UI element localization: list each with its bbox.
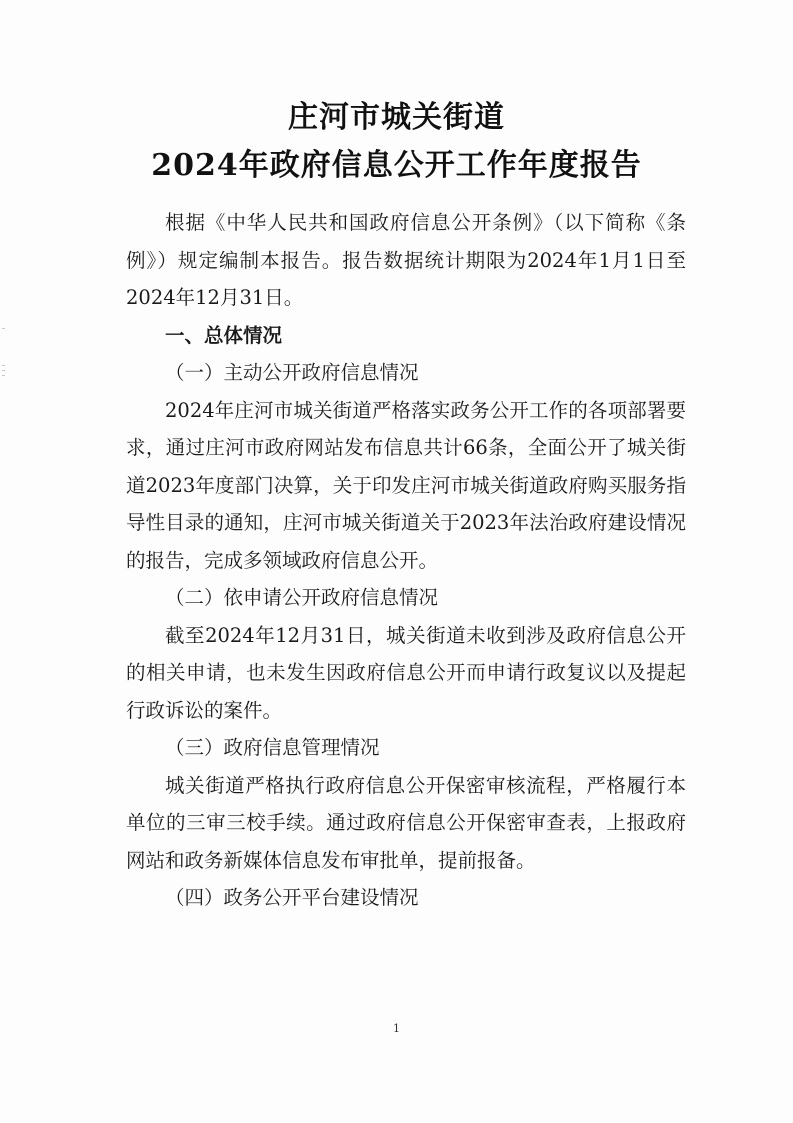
subsection-heading-application-disclosure: （二）依申请公开政府信息情况 xyxy=(165,586,439,609)
scan-mark xyxy=(2,375,5,376)
section-heading-overview: 一、总体情况 xyxy=(165,323,283,347)
intro-paragraph: 根据《中华人民共和国政府信息公开条例》（以下简称《条例》）规定编制本报告。报告数据统计期限为2024年1月1日至2024年12月31日。 xyxy=(126,211,686,309)
subsection-heading-active-disclosure: （一）主动公开政府信息情况 xyxy=(165,361,419,384)
subsection-heading-information-management: （三）政府信息管理情况 xyxy=(165,736,380,759)
document-body xyxy=(126,204,686,917)
information-management-paragraph: 城关街道严格执行政府信息公开保密审核流程，严格履行本单位的三审三校手续。通过政府信息公开保密审查表，上报政府网站和政务新媒体信息发布审批单，提前报备。 xyxy=(126,773,686,872)
scan-mark xyxy=(2,365,5,366)
active-disclosure-paragraph: 2024年庄河市城关街道严格落实政务公开工作的各项部署要求，通过庄河市政府网站发布信息共计66条，全面公开了城关街道2023年度部门决算，关于印发庄河市城关街道政府购买服务指导性目录的通知，庄河市城关街道关于2023年法治政府建设情况的报告，完成多领域政府信息公开。 xyxy=(126,398,686,572)
page-number: 1 xyxy=(393,1022,400,1035)
page-title: 庄河市城关街道 xyxy=(288,100,505,135)
application-disclosure-paragraph: 截至2024年12月31日，城关街道未收到涉及政府信息公开的相关申请，也未发生因政府信息公开而申请行政复议以及提起行政诉讼的案件。 xyxy=(126,623,686,722)
page-subtitle: 2024年政府信息公开工作年度报告 xyxy=(151,148,642,183)
subsection-heading-platform-construction: （四）政务公开平台建设情况 xyxy=(165,886,419,909)
scan-mark xyxy=(2,370,5,371)
scan-mark xyxy=(2,328,5,329)
